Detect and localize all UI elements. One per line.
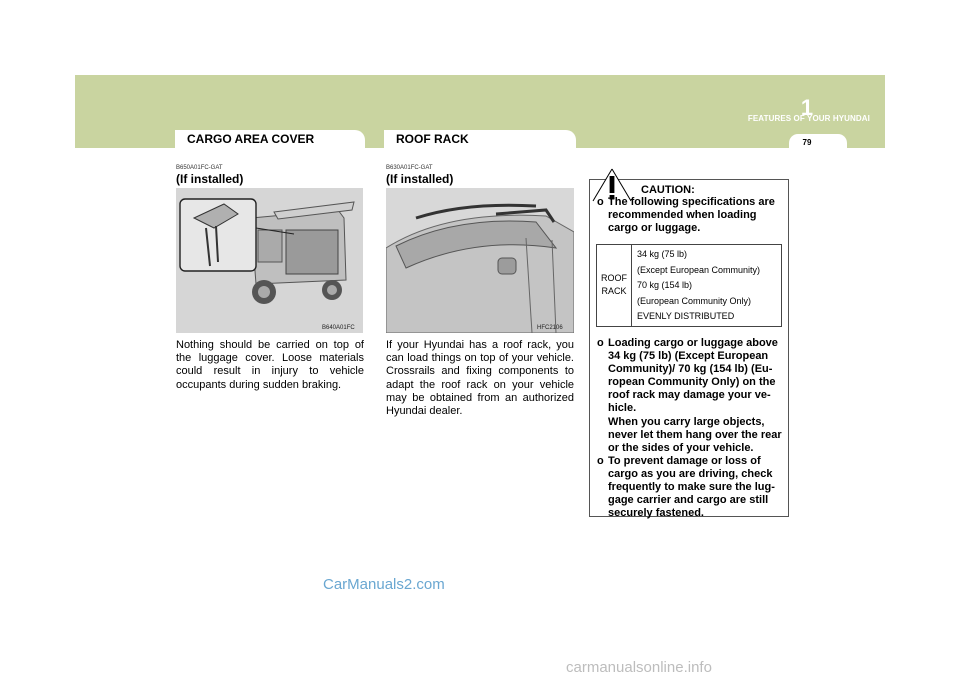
section-subtitle: (If installed) bbox=[386, 172, 454, 186]
bullet-line: cargo or luggage. bbox=[608, 222, 701, 235]
spec-line: 70 kg (154 lb) bbox=[637, 280, 693, 290]
section-title-cargo-area-cover: CARGO AREA COVER bbox=[175, 130, 365, 149]
chapter-number: 1 bbox=[800, 95, 814, 120]
bullet-line: Community)/ 70 kg (154 lb) (Eu- bbox=[608, 363, 773, 376]
figure-label: B640A01FC bbox=[322, 325, 355, 331]
bullet-line: cargo as you are driving, check bbox=[608, 468, 773, 481]
section-code: B630A01FC-GAT bbox=[386, 165, 433, 171]
spec-line: EVENLY DISTRIBUTED bbox=[637, 311, 735, 321]
spec-line: (Except European Community) bbox=[637, 265, 761, 275]
caution-bullet bbox=[597, 455, 784, 520]
bullet-line: ropean Community Only) on the bbox=[608, 376, 776, 389]
bullet-line: roof rack may damage your ve- bbox=[608, 389, 771, 402]
caution-bullet bbox=[597, 337, 784, 455]
bullet-line: Loading cargo or luggage above bbox=[608, 337, 778, 349]
section-subtitle: (If installed) bbox=[176, 172, 244, 186]
bullet-line: recommended when loading bbox=[608, 209, 757, 222]
caution-title: CAUTION: bbox=[641, 184, 695, 196]
footer-watermark: carmanualsonline.info bbox=[566, 659, 712, 676]
bullet-line: When you carry large objects, bbox=[608, 415, 765, 428]
cargo-area-cover-figure bbox=[176, 188, 363, 333]
caution-bullet bbox=[597, 196, 784, 235]
bullet-line: never let them hang over the rear bbox=[608, 428, 782, 441]
roof-rack-text: If your Hyundai has a roof rack, you can load things on top of your vehicle. Crossrails and fixing components to adapt the roof rack on your vehicle may be obtained from an authorized Hyundai dealer. bbox=[386, 339, 574, 418]
roof-rack-spec-table bbox=[596, 244, 782, 327]
vehicle-roof-illustration bbox=[386, 188, 574, 333]
bullet-line: gage carrier and cargo are still bbox=[608, 494, 769, 507]
spec-label: ROOF bbox=[601, 273, 627, 283]
bullet-line: The following specifications are bbox=[608, 196, 775, 208]
section-title-roof-rack: ROOF RACK bbox=[384, 130, 576, 149]
page-number: 79 bbox=[802, 138, 812, 147]
roof-rack-figure bbox=[386, 188, 574, 333]
bullet-mark: o bbox=[597, 196, 604, 208]
bullet-line: To prevent damage or loss of bbox=[608, 455, 761, 467]
bullet-mark: o bbox=[597, 337, 604, 349]
bullet-line: frequently to make sure the lug- bbox=[608, 481, 775, 494]
watermark-link[interactable]: CarManuals2.com bbox=[323, 576, 445, 593]
bullet-line: or the sides of your vehicle. bbox=[608, 441, 754, 454]
figure-label: HFC2106 bbox=[537, 325, 563, 331]
cargo-area-cover-text: Nothing should be carried on top of the luggage cover. Loose materials could result in injury to vehicle occupants during sudden braking. bbox=[176, 339, 364, 391]
bullet-line: securely fastened. bbox=[608, 507, 704, 520]
vehicle-rear-illustration bbox=[176, 188, 363, 333]
section-code: B650A01FC-GAT bbox=[176, 165, 223, 171]
spec-line: 34 kg (75 lb) bbox=[637, 249, 688, 259]
bullet-mark: o bbox=[597, 455, 604, 467]
spec-line: (European Community Only) bbox=[637, 296, 752, 306]
bullet-line: hicle. bbox=[608, 402, 637, 415]
bullet-line: 34 kg (75 lb) (Except European bbox=[608, 350, 769, 363]
spec-label: RACK bbox=[601, 286, 627, 296]
chapter-title: FEATURES OF YOUR HYUNDAI bbox=[747, 114, 870, 123]
